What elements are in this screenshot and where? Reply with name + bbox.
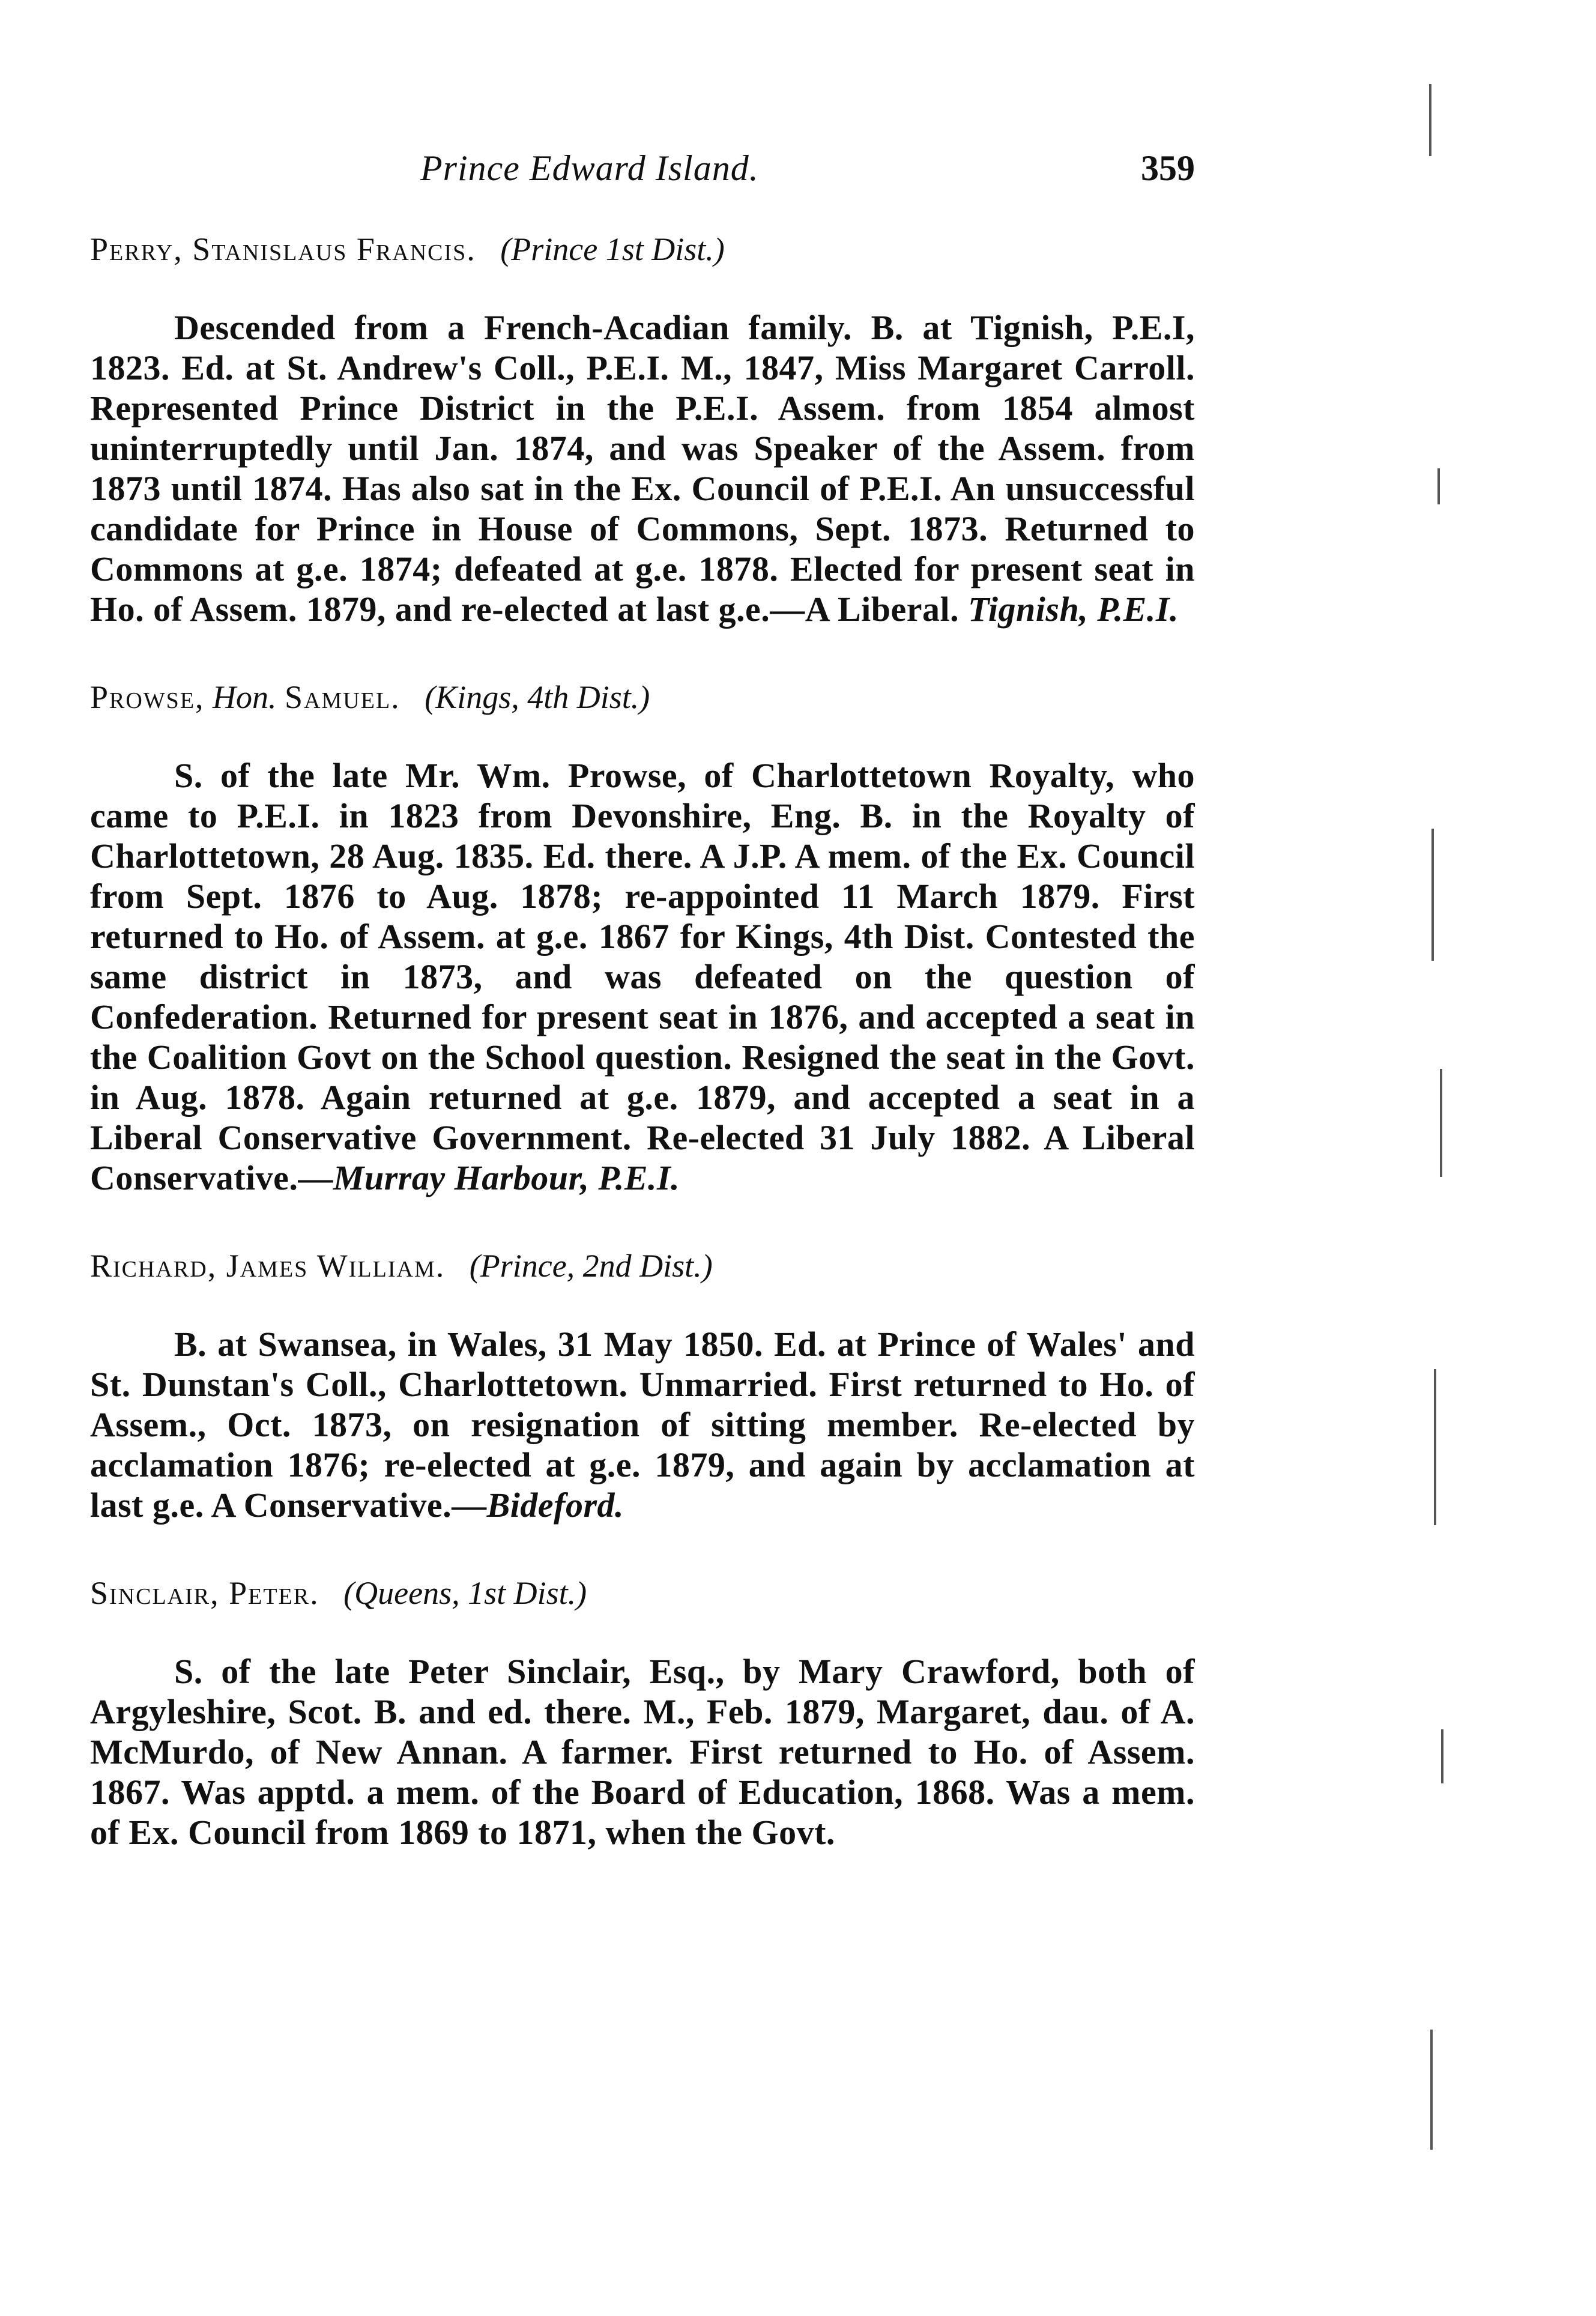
text-column [90, 228, 1195, 1899]
entry-name: Prowse, [90, 679, 205, 715]
scan-mark [1430, 2030, 1433, 2150]
entry-heading-richard [90, 1245, 1195, 1287]
entry-name: Richard, James William. [90, 1248, 446, 1284]
scan-mark [1429, 84, 1431, 156]
entry-text: S. of the late Mr. Wm. Prowse, of Charlottetown Royalty, who came to P.E.I. in 1823 from Devonshire, Eng. B. in the Royalty of Charlottetown, 28 Aug. 1835. Ed. there. A J.P. A mem. of the Ex. Council from Sept. 1876 to Aug. 1878; re-appointed 11 March 1879. First returned to Ho. of Assem. at g.e. 1867 for Kings, 4th Dist. Contested the same district in 1873, and was defeated on the question of Confederation. Returned for present seat in 1876, and accepted a seat in the Coalition Govt on the School question. Resigned the seat in the Govt. in Aug. 1878. Again returned at g.e. 1879, and accepted a seat in a Liberal Conservative Government. Re-elected 31 July 1882. A Liberal Conservative.— [90, 756, 1195, 1197]
running-head [90, 144, 1195, 198]
scan-mark [1431, 829, 1434, 961]
entry-heading-prowse [90, 676, 1195, 718]
entry-heading-perry [90, 228, 1195, 270]
page-number: 359 [1141, 148, 1195, 188]
scan-mark [1437, 468, 1440, 504]
entry-text: Descended from a French-Acadian family. B. at Tignish, P.E.I, 1823. Ed. at St. Andrew's Coll., P.E.I. M., 1847, Miss Margaret Carroll. Represented Prince District in the P.E.I. Assem. from 1854 almost uninterruptedly until Jan. 1874, and was Speaker of the Assem. from 1873 until 1874. Has also sat in the Ex. Council of P.E.I. An unsuccessful candidate for Prince in House of Commons, Sept. 1873. Returned to Commons at g.e. 1874; defeated at g.e. 1878. Elected for present seat in Ho. of Assem. 1879, and re-elected at last g.e.—A Liberal. [90, 308, 1195, 629]
entry-text: S. of the late Peter Sinclair, Esq., by Mary Crawford, both of Argyleshire, Scot. B. and ed. there. M., Feb. 1879, Margaret, dau. of A. McMurdo, of New Annan. A farmer. First returned to Ho. of Assem. 1867. Was apptd. a mem. of the Board of Education, 1868. Was a mem. of Ex. Council from 1869 to 1871, when the Govt. [90, 1652, 1195, 1852]
entry-body-richard [90, 1324, 1195, 1525]
scan-mark [1440, 1069, 1442, 1177]
scan-mark [1434, 1369, 1436, 1525]
entry-body-prowse [90, 755, 1195, 1198]
entry-name: Perry, Stanislaus Francis. [90, 231, 476, 267]
entry-honorific: Hon. [213, 679, 277, 715]
entry-district: (Prince, 2nd Dist.) [469, 1248, 713, 1284]
entry-body-perry [90, 307, 1195, 629]
running-title: Prince Edward Island. [420, 148, 759, 188]
entry-district: (Queens, 1st Dist.) [343, 1575, 587, 1611]
entry-heading-sinclair [90, 1572, 1195, 1614]
entry-residence: Murray Harbour, P.E.I. [333, 1158, 680, 1197]
entry-name-given: Samuel. [285, 679, 401, 715]
entry-residence: Tignish, P.E.I. [968, 590, 1179, 629]
entry-name: Sinclair, Peter. [90, 1575, 319, 1611]
entry-district: (Kings, 4th Dist.) [425, 679, 650, 715]
scan-mark [1441, 1729, 1443, 1783]
entry-text: B. at Swansea, in Wales, 31 May 1850. Ed. at Prince of Wales' and St. Dunstan's Coll., Charlottetown. Unmarried. First returned to Ho. of Assem., Oct. 1873, on resignation of sitting member. Re-elected by acclamation 1876; re-elected at g.e. 1879, and again by acclamation at last g.e. A Conservative.— [90, 1325, 1195, 1525]
entry-residence: Bideford. [486, 1486, 624, 1525]
entry-body-sinclair [90, 1651, 1195, 1852]
entry-district: (Prince 1st Dist.) [500, 231, 725, 267]
gutter-scan-marks [1423, 48, 1459, 2270]
